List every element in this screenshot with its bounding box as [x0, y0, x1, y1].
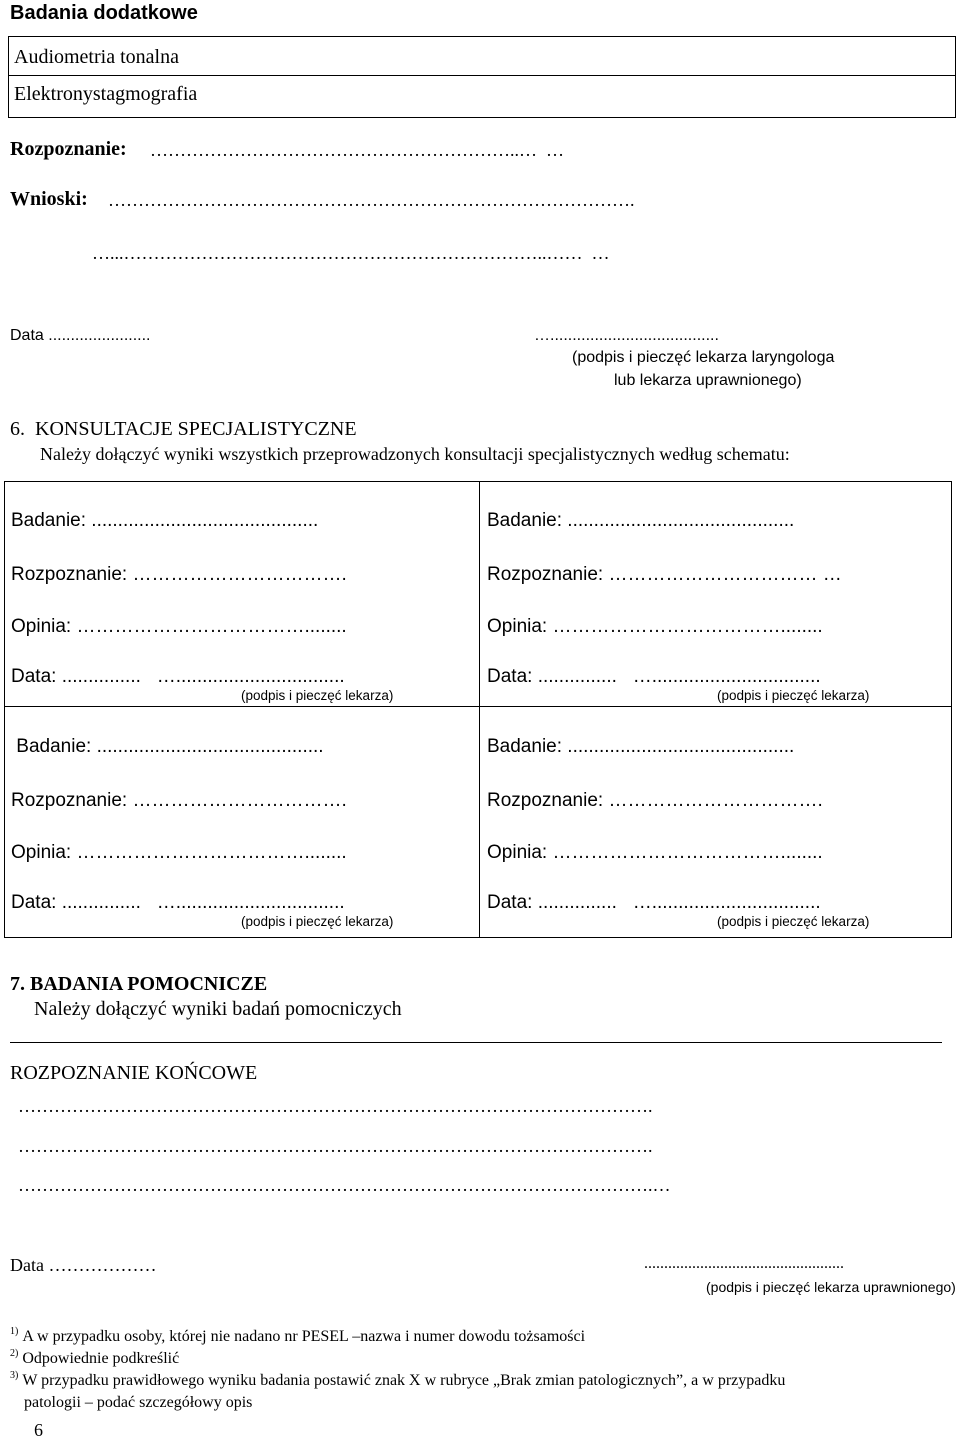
section-divider	[10, 1042, 942, 1043]
conclusions-label: Wnioski:	[10, 188, 88, 210]
additional-tests-title: Badania dodatkowe	[10, 2, 198, 24]
final-signature-line: ..................................................	[644, 1255, 844, 1272]
section-6-description: Należy dołączyć wyniki wszystkich przeprowadzonych konsultacji specjalistycznych według schematu:	[40, 444, 790, 464]
consultation-opinion-field[interactable]: Opinia: ………………………………........	[11, 842, 347, 863]
consultation-signature-caption: (podpis i pieczęć lekarza)	[241, 688, 394, 703]
final-diagnosis-line-1[interactable]: …………………………………………………………………………………………….	[18, 1096, 653, 1116]
consultation-card	[487, 708, 957, 930]
consultation-diagnosis-field[interactable]: Rozpoznanie: …………………………….	[11, 564, 347, 585]
test-audiometry: Audiometria tonalna	[14, 46, 179, 68]
conclusions-field-line-1[interactable]: …………………………………………………………………………….	[108, 190, 635, 210]
final-signature-caption: (podpis i pieczęć lekarza uprawnionego)	[706, 1279, 956, 1295]
consultation-diagnosis-field[interactable]: Rozpoznanie: …………………………… …	[487, 564, 842, 585]
diagnosis-field[interactable]: ……………………………………………………..… …	[150, 140, 564, 160]
signature-caption-continued: lub lekarza uprawnionego)	[614, 372, 802, 389]
consultation-date-field[interactable]: Data: ............... …................................	[487, 892, 821, 913]
final-diagnosis-title: ROZPOZNANIE KOŃCOWE	[10, 1062, 258, 1084]
diagnosis-label: Rozpoznanie:	[10, 138, 127, 160]
section-6-title: 6. KONSULTACJE SPECJALISTYCZNE	[10, 418, 357, 440]
consultation-signature-caption: (podpis i pieczęć lekarza)	[241, 914, 394, 929]
footnote: $^{3)}$ W przypadku prawidłowego wyniku badania postawić znak X w rubryce „Brak zmian patologicznych”, a w przypadku	[10, 1370, 786, 1389]
page-number: 6	[34, 1420, 43, 1440]
consultation-card	[11, 708, 481, 930]
grid-horizontal-divider	[5, 706, 951, 707]
conclusions-field-line-2[interactable]: …...……………………………………………………………..…… …	[92, 243, 610, 263]
section-7-title: 7. BADANIA POMOCNICZE	[10, 973, 268, 995]
footnote-continued: patologii – podać szczegółowy opis	[24, 1394, 253, 1411]
date-field[interactable]: Data .......................	[10, 327, 151, 344]
signature-caption: (podpis i pieczęć lekarza laryngologa	[572, 349, 835, 366]
table-divider	[9, 75, 955, 76]
section-7-description: Należy dołączyć wyniki badań pomocniczych	[34, 998, 402, 1020]
footnote: $^{2)}$ Odpowiednie podkreślić	[10, 1348, 180, 1367]
consultation-date-field[interactable]: Data: ............... …................................	[11, 892, 345, 913]
consultation-card	[11, 482, 481, 704]
consultation-diagnosis-field[interactable]: Rozpoznanie: …………………………….	[487, 790, 823, 811]
consultation-test-field[interactable]: Badanie: ...........................................	[11, 510, 319, 531]
consultations-grid	[4, 481, 952, 938]
consultation-signature-caption: (podpis i pieczęć lekarza)	[717, 688, 870, 703]
footnote: $^{1)}$ A w przypadku osoby, której nie nadano nr PESEL –nazwa i numer dowodu tożsamości	[10, 1326, 586, 1345]
additional-tests-table	[8, 36, 956, 118]
consultation-signature-caption: (podpis i pieczęć lekarza)	[717, 914, 870, 929]
consultation-test-field[interactable]: Badanie: ...........................................	[487, 736, 795, 757]
consultation-diagnosis-field[interactable]: Rozpoznanie: …………………………….	[11, 790, 347, 811]
consultation-card	[487, 482, 957, 704]
final-diagnosis-line-3[interactable]: …………………………………………………………………………………………….…	[18, 1175, 671, 1195]
consultation-date-field[interactable]: Data: ............... …................................	[487, 666, 821, 687]
final-date-field[interactable]: Data ………………	[10, 1255, 157, 1275]
signature-line: …......................................	[534, 327, 719, 344]
consultation-opinion-field[interactable]: Opinia: ………………………………........	[487, 842, 823, 863]
test-electronystagmography: Elektronystagmografia	[14, 83, 198, 105]
final-diagnosis-line-2[interactable]: …………………………………………………………………………………………….	[18, 1136, 653, 1156]
consultation-test-field[interactable]: Badanie: ...........................................	[11, 736, 324, 757]
consultation-opinion-field[interactable]: Opinia: ………………………………........	[11, 616, 347, 637]
consultation-test-field[interactable]: Badanie: ...........................................	[487, 510, 795, 531]
consultation-opinion-field[interactable]: Opinia: ………………………………........	[487, 616, 823, 637]
consultation-date-field[interactable]: Data: ............... …................................	[11, 666, 345, 687]
